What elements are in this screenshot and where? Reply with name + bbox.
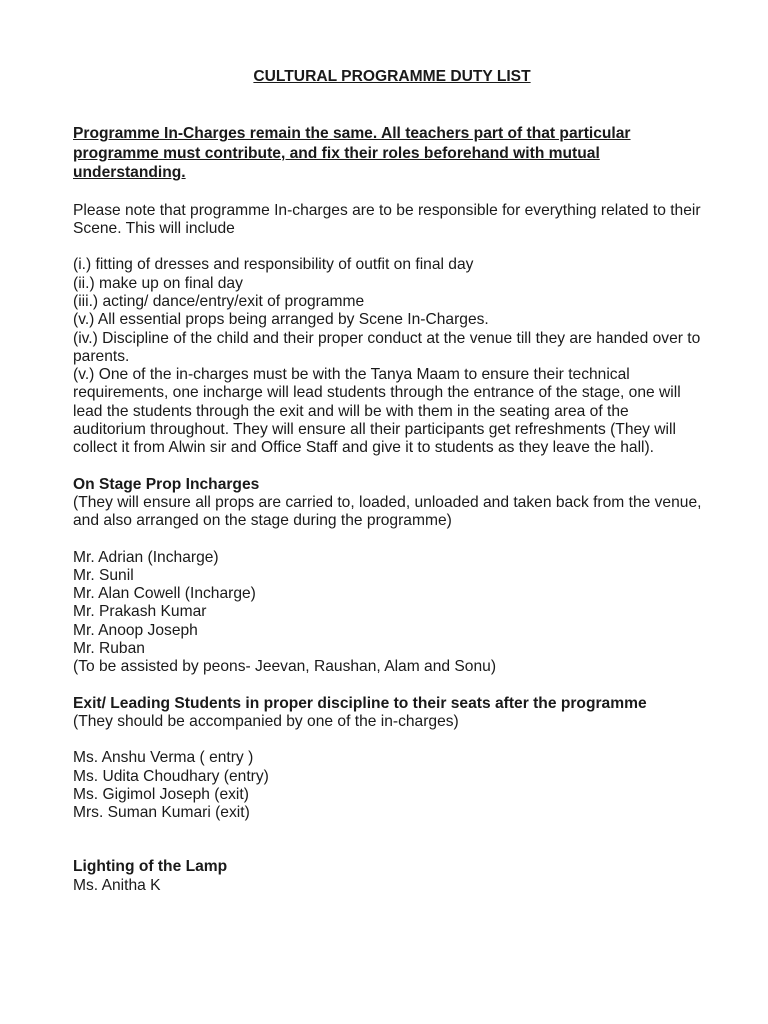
- responsibility-item: (v.) One of the in-charges must be with the Tanya Maam to ensure their technical requirements, one incharge will lead students through the entrance of the stage, one will lead the students through the exit and will be with them in the seating area of the auditorium throughout. They will ensure all their participants get refreshments (They will collect it from Alwin sir and Office Staff and give it to students as they leave the hall).: [73, 366, 681, 457]
- member-item: Mr. Alan Cowell (Incharge): [73, 585, 256, 603]
- member-item: Ms. Udita Choudhary (entry): [73, 767, 269, 785]
- member-item: Ms. Gigimol Joseph (exit): [73, 785, 249, 803]
- note-paragraph: Please note that programme In-charges are to be responsible for everything related to their Scene. This will include: [73, 201, 701, 238]
- intro-notice: Programme In-Charges remain the same. All teachers part of that particular programme must contribute, and fix their roles beforehand with mutual understanding.: [73, 125, 631, 182]
- responsibilities-list: [73, 256, 703, 457]
- responsibility-item: (iv.) Discipline of the child and their proper conduct at the venue till they are handed over to parents.: [73, 329, 701, 365]
- member-item: Ms. Anitha K: [73, 876, 161, 894]
- member-item: Mrs. Suman Kumari (exit): [73, 804, 250, 822]
- exit-leading-members: [73, 749, 703, 822]
- assistant-note: (To be assisted by peons- Jeevan, Raushan, Alam and Sonu): [73, 658, 497, 676]
- responsibility-item: (v.) All essential props being arranged by Scene In-Charges.: [73, 311, 489, 329]
- member-item: Ms. Anshu Verma ( entry ): [73, 749, 254, 767]
- section-spacer: [73, 822, 703, 858]
- member-item: Mr. Ruban: [73, 640, 145, 658]
- stage-props-heading: On Stage Prop Incharges: [73, 475, 260, 493]
- member-item: Mr. Anoop Joseph: [73, 621, 198, 639]
- member-item: Mr. Sunil: [73, 566, 134, 584]
- document-page: [73, 68, 703, 895]
- stage-props-members: [73, 549, 703, 677]
- exit-leading-description: (They should be accompanied by one of the in-charges): [73, 712, 459, 730]
- lamp-heading: Lighting of the Lamp: [73, 858, 228, 876]
- exit-leading-heading: Exit/ Leading Students in proper discipline to their seats after the programme: [73, 694, 647, 712]
- responsibility-item: (ii.) make up on final day: [73, 274, 243, 292]
- member-item: Mr. Adrian (Incharge): [73, 548, 219, 566]
- member-item: Mr. Prakash Kumar: [73, 603, 207, 621]
- responsibility-item: (iii.) acting/ dance/entry/exit of programme: [73, 292, 365, 310]
- document-title: CULTURAL PROGRAMME DUTY LIST: [253, 68, 531, 85]
- responsibility-item: (i.) fitting of dresses and responsibility of outfit on final day: [73, 256, 474, 274]
- stage-props-description: (They will ensure all props are carried to, loaded, unloaded and taken back from the venue, and also arranged on the stage during the programme): [73, 493, 702, 530]
